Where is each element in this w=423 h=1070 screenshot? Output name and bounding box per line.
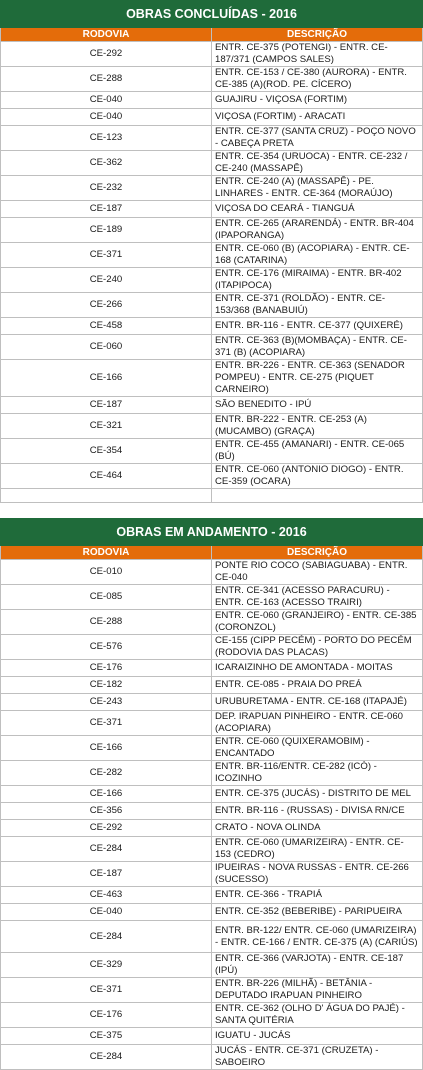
table-row [1, 560, 423, 585]
table-row [1, 201, 423, 218]
cell-rodovia: CE-321 [1, 414, 212, 439]
cell-descricao: ENTR. CE-060 (QUIXERAMOBIM) - ENCANTADO [212, 736, 423, 761]
table-row [1, 761, 423, 786]
section-gap [0, 503, 423, 518]
cell-rodovia: CE-189 [1, 218, 212, 243]
table-row [1, 953, 423, 978]
table-row [1, 176, 423, 201]
table-row [1, 820, 423, 837]
table-row [1, 677, 423, 694]
cell-rodovia: CE-292 [1, 42, 212, 67]
cell-descricao: ENTR. CE-371 (ROLDÃO) - ENTR. CE-153/368 (BANABUIÚ) [212, 293, 423, 318]
table-row [1, 862, 423, 887]
cell-descricao: ENTR. CE-341 (ACESSO PARACURU) - ENTR. CE-163 (ACESSO TRAIRI) [212, 585, 423, 610]
table-row [1, 318, 423, 335]
cell-rodovia: CE-085 [1, 585, 212, 610]
cell-rodovia: CE-371 [1, 978, 212, 1003]
table-row [1, 42, 423, 67]
cell-rodovia: CE-243 [1, 694, 212, 711]
cell-descricao: ENTR. CE-060 (UMARIZEIRA) - ENTR. CE-153 (CEDRO) [212, 837, 423, 862]
cell-descricao: DEP. IRAPUAN PINHEIRO - ENTR. CE-060 (ACOPIARA) [212, 711, 423, 736]
cell-rodovia: CE-010 [1, 560, 212, 585]
table-row [1, 360, 423, 397]
cell-rodovia: CE-060 [1, 335, 212, 360]
cell-descricao: ENTR. CE-366 - TRAPIÁ [212, 887, 423, 904]
cell-rodovia: CE-187 [1, 862, 212, 887]
table-row [1, 109, 423, 126]
table-row [1, 414, 423, 439]
table-row [1, 660, 423, 677]
column-header-rodovia: RODOVIA [1, 28, 212, 42]
table-row [1, 887, 423, 904]
cell-rodovia: CE-576 [1, 635, 212, 660]
cell-rodovia: CE-040 [1, 92, 212, 109]
column-header-descricao: DESCRIÇÃO [212, 546, 423, 560]
cell-descricao: CE-155 (CIPP PECÉM) - PORTO DO PECÉM (RODOVIA DAS PLACAS) [212, 635, 423, 660]
cell-rodovia: CE-288 [1, 67, 212, 92]
cell-rodovia: CE-284 [1, 1045, 212, 1070]
empty-cell [1, 489, 212, 503]
cell-descricao: ENTR. CE-362 (OLHO D' ÁGUA DO PAJÉ) - SANTA QUITÉRIA [212, 1003, 423, 1028]
table-row [1, 978, 423, 1003]
cell-descricao: ENTR. CE-240 (A) (MASSAPÊ) - PE. LINHARES - ENTR. CE-364 (MORAÚJO) [212, 176, 423, 201]
cell-descricao: ENTR. CE-060 (B) (ACOPIARA) - ENTR. CE-168 (CATARINA) [212, 243, 423, 268]
table-row [1, 1045, 423, 1070]
cell-rodovia: CE-182 [1, 677, 212, 694]
cell-rodovia: CE-463 [1, 887, 212, 904]
table-row [1, 803, 423, 820]
cell-rodovia: CE-284 [1, 921, 212, 953]
cell-descricao: ENTR. CE-375 (JUCÁS) - DISTRITO DE MEL [212, 786, 423, 803]
table-row [1, 126, 423, 151]
table-row [1, 837, 423, 862]
cell-descricao: ENTR. CE-265 (ARARENDÁ) - ENTR. BR-404 (IPAPORANGA) [212, 218, 423, 243]
cell-descricao: IPUEIRAS - NOVA RUSSAS - ENTR. CE-266 (SUCESSO) [212, 862, 423, 887]
table-row [1, 92, 423, 109]
cell-rodovia: CE-371 [1, 243, 212, 268]
cell-descricao: ENTR. BR-116 - (RUSSAS) - DIVISA RN/CE [212, 803, 423, 820]
table-row [1, 268, 423, 293]
table-row [1, 335, 423, 360]
cell-rodovia: CE-123 [1, 126, 212, 151]
cell-descricao: ENTR. CE-085 - PRAIA DO PREÁ [212, 677, 423, 694]
table-title-row [1, 519, 423, 546]
cell-rodovia: CE-458 [1, 318, 212, 335]
cell-descricao: ENTR. CE-366 (VARJOTA) - ENTR. CE-187 (IPÚ) [212, 953, 423, 978]
table-header-row [1, 28, 423, 42]
cell-descricao: ENTR. CE-377 (SANTA CRUZ) - POÇO NOVO - CABEÇA PRETA [212, 126, 423, 151]
cell-descricao: VIÇOSA DO CEARÁ - TIANGUÁ [212, 201, 423, 218]
cell-descricao: PONTE RIO COCO (SABIAGUABA) - ENTR. CE-040 [212, 560, 423, 585]
cell-rodovia: CE-166 [1, 786, 212, 803]
table-row [1, 786, 423, 803]
table-row [1, 397, 423, 414]
cell-descricao: ENTR. CE-455 (AMANARI) - ENTR. CE-065 (BÚ) [212, 439, 423, 464]
table-row [1, 439, 423, 464]
table-title: OBRAS CONCLUÍDAS - 2016 [1, 1, 423, 28]
cell-descricao: ENTR. BR-222 - ENTR. CE-253 (A)(MUCAMBO) (GRAÇA) [212, 414, 423, 439]
table-title: OBRAS EM ANDAMENTO - 2016 [1, 519, 423, 546]
cell-rodovia: CE-232 [1, 176, 212, 201]
cell-rodovia: CE-329 [1, 953, 212, 978]
table-row [1, 736, 423, 761]
cell-descricao: ICARAIZINHO DE AMONTADA - MOITAS [212, 660, 423, 677]
cell-rodovia: CE-040 [1, 109, 212, 126]
cell-rodovia: CE-266 [1, 293, 212, 318]
cell-rodovia: CE-166 [1, 360, 212, 397]
cell-descricao: IGUATU - JUCÁS [212, 1028, 423, 1045]
cell-rodovia: CE-240 [1, 268, 212, 293]
cell-descricao: ENTR. BR-226 - ENTR. CE-363 (SENADOR POMPEU) - ENTR. CE-275 (PIQUET CARNEIRO) [212, 360, 423, 397]
cell-rodovia: CE-354 [1, 439, 212, 464]
cell-rodovia: CE-362 [1, 151, 212, 176]
cell-descricao: ENTR. BR-116 - ENTR. CE-377 (QUIXERÉ) [212, 318, 423, 335]
cell-descricao: CRATO - NOVA OLINDA [212, 820, 423, 837]
cell-descricao: ENTR. CE-375 (POTENGI) - ENTR. CE-187/371 (CAMPOS SALES) [212, 42, 423, 67]
table-row [1, 243, 423, 268]
cell-rodovia: CE-040 [1, 904, 212, 921]
table-row [1, 464, 423, 489]
table-row [1, 694, 423, 711]
cell-rodovia: CE-166 [1, 736, 212, 761]
table-row [1, 610, 423, 635]
table-row [1, 218, 423, 243]
cell-rodovia: CE-176 [1, 1003, 212, 1028]
cell-descricao: ENTR. BR-226 (MILHÃ) - BETÂNIA - DEPUTADO IRAPUAN PINHEIRO [212, 978, 423, 1003]
table-row [1, 585, 423, 610]
table-row [1, 1028, 423, 1045]
cell-descricao: ENTR. CE-153 / CE-380 (AURORA) - ENTR. CE-385 (A)(ROD. PE. CÍCERO) [212, 67, 423, 92]
table-row [1, 711, 423, 736]
cell-rodovia: CE-284 [1, 837, 212, 862]
table-row [1, 67, 423, 92]
cell-rodovia: CE-464 [1, 464, 212, 489]
table-andamento [0, 518, 423, 1070]
cell-rodovia: CE-176 [1, 660, 212, 677]
cell-descricao: ENTR. CE-363 (B)(MOMBAÇA) - ENTR. CE-371 (B) (ACOPIARA) [212, 335, 423, 360]
empty-row [1, 489, 423, 503]
cell-descricao: GUAJIRU - VIÇOSA (FORTIM) [212, 92, 423, 109]
cell-rodovia: CE-288 [1, 610, 212, 635]
cell-descricao: URUBURETAMA - ENTR. CE-168 (ITAPAJÉ) [212, 694, 423, 711]
cell-descricao: ENTR. CE-060 (GRANJEIRO) - ENTR. CE-385 (CORONZOL) [212, 610, 423, 635]
table-row [1, 293, 423, 318]
column-header-rodovia: RODOVIA [1, 546, 212, 560]
cell-descricao: ENTR. BR-122/ ENTR. CE-060 (UMARIZEIRA) - ENTR. CE-166 / ENTR. CE-375 (A) (CARIÚS) [212, 921, 423, 953]
cell-descricao: ENTR. BR-116/ENTR. CE-282 (ICÓ) - ICOZINHO [212, 761, 423, 786]
cell-rodovia: CE-292 [1, 820, 212, 837]
table-row [1, 635, 423, 660]
cell-rodovia: CE-375 [1, 1028, 212, 1045]
table-row [1, 904, 423, 921]
cell-descricao: ENTR. CE-060 (ANTONIO DIOGO) - ENTR. CE-359 (OCARA) [212, 464, 423, 489]
cell-descricao: ENTR. CE-352 (BEBERIBE) - PARIPUEIRA [212, 904, 423, 921]
cell-rodovia: CE-187 [1, 397, 212, 414]
table-title-row [1, 1, 423, 28]
empty-cell [212, 489, 423, 503]
table-concluidas [0, 0, 423, 503]
table-row [1, 151, 423, 176]
cell-descricao: SÃO BENEDITO - IPÚ [212, 397, 423, 414]
table-row [1, 1003, 423, 1028]
cell-descricao: ENTR. CE-354 (URUOCA) - ENTR. CE-232 / CE-240 (MASSAPÊ) [212, 151, 423, 176]
table-row [1, 921, 423, 953]
cell-descricao: JUCÁS - ENTR. CE-371 (CRUZETA) - SABOEIRO [212, 1045, 423, 1070]
cell-descricao: ENTR. CE-176 (MIRAIMA) - ENTR. BR-402 (ITAPIPOCA) [212, 268, 423, 293]
cell-rodovia: CE-371 [1, 711, 212, 736]
cell-descricao: VIÇOSA (FORTIM) - ARACATI [212, 109, 423, 126]
cell-rodovia: CE-187 [1, 201, 212, 218]
column-header-descricao: DESCRIÇÃO [212, 28, 423, 42]
cell-rodovia: CE-356 [1, 803, 212, 820]
cell-rodovia: CE-282 [1, 761, 212, 786]
table-header-row [1, 546, 423, 560]
